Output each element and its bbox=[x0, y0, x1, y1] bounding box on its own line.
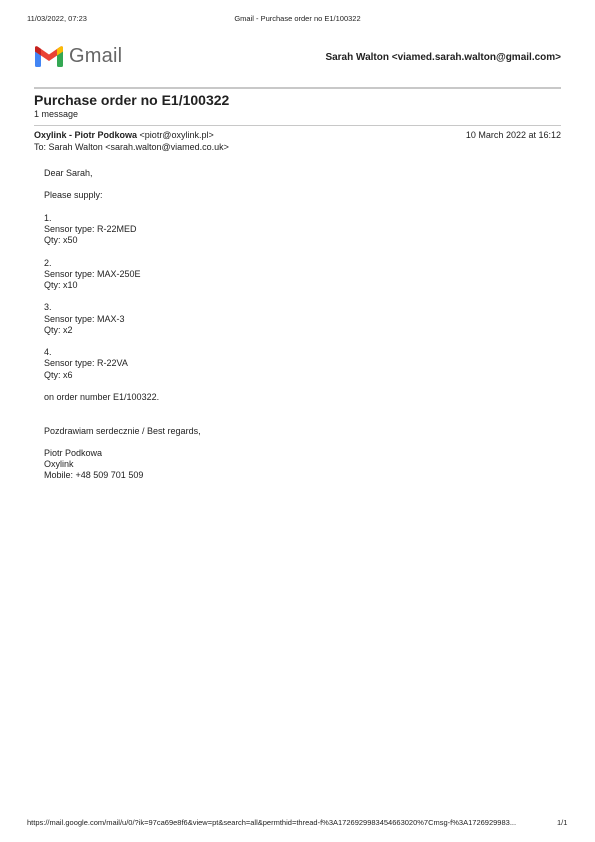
order-item bbox=[44, 302, 544, 336]
sender-name: Oxylink - Piotr Podkowa bbox=[34, 130, 138, 140]
item-qty: Qty: x6 bbox=[44, 369, 73, 380]
order-item bbox=[44, 213, 544, 247]
signature bbox=[44, 448, 544, 482]
intro-text: Please supply: bbox=[44, 190, 103, 201]
gmail-m-icon bbox=[34, 45, 64, 68]
item-sensor: Sensor type: R-22MED bbox=[44, 223, 137, 234]
item-number: 3. bbox=[44, 302, 52, 313]
message-divider bbox=[34, 125, 561, 126]
sender-line bbox=[34, 130, 214, 140]
message-date: 10 March 2022 at 16:12 bbox=[465, 130, 561, 140]
item-number: 4. bbox=[44, 347, 52, 358]
regards-line: Pozdrawiam serdecznie / Best regards, bbox=[44, 425, 201, 436]
item-sensor: Sensor type: MAX-250E bbox=[44, 268, 141, 279]
item-qty: Qty: x50 bbox=[44, 235, 78, 246]
item-sensor: Sensor type: MAX-3 bbox=[44, 313, 125, 324]
print-url: https://mail.google.com/mail/u/0/?ik=97ca69e8f6&view=pt&search=all&permthid=thread-f%3A1726929983454663020%7Cmsg-f%3A1726929983... bbox=[27, 818, 517, 827]
signature-company: Oxylink bbox=[44, 459, 74, 470]
item-number: 1. bbox=[44, 212, 52, 223]
item-qty: Qty: x2 bbox=[44, 324, 73, 335]
item-qty: Qty: x10 bbox=[44, 279, 78, 290]
account-label: Sarah Walton <viamed.sarah.walton@gmail.com> bbox=[325, 52, 561, 63]
print-page-title: Gmail - Purchase order no E1/100322 bbox=[234, 14, 361, 23]
sender-email[interactable]: <piotr@oxylink.pl> bbox=[139, 130, 214, 140]
item-number: 2. bbox=[44, 257, 52, 268]
gmail-wordmark: Gmail bbox=[69, 45, 123, 67]
message-body bbox=[44, 168, 544, 493]
print-page-number: 1/1 bbox=[557, 818, 568, 827]
signature-mobile: Mobile: +48 509 701 509 bbox=[44, 470, 144, 481]
signature-name: Piotr Podkowa bbox=[44, 447, 103, 458]
print-datetime: 11/03/2022, 07:23 bbox=[27, 14, 87, 23]
header-divider bbox=[34, 87, 561, 89]
order-item bbox=[44, 347, 544, 381]
greeting: Dear Sarah, bbox=[44, 168, 93, 178]
gmail-logo[interactable] bbox=[34, 45, 122, 68]
item-sensor: Sensor type: R-22VA bbox=[44, 358, 128, 369]
order-number-line: on order number E1/100322. bbox=[44, 391, 160, 402]
thread-subject: Purchase order no E1/100322 bbox=[34, 92, 230, 108]
recipient-line: To: Sarah Walton <sarah.walton@viamed.co.uk> bbox=[34, 142, 229, 152]
message-count: 1 message bbox=[34, 109, 79, 119]
order-item bbox=[44, 258, 544, 292]
